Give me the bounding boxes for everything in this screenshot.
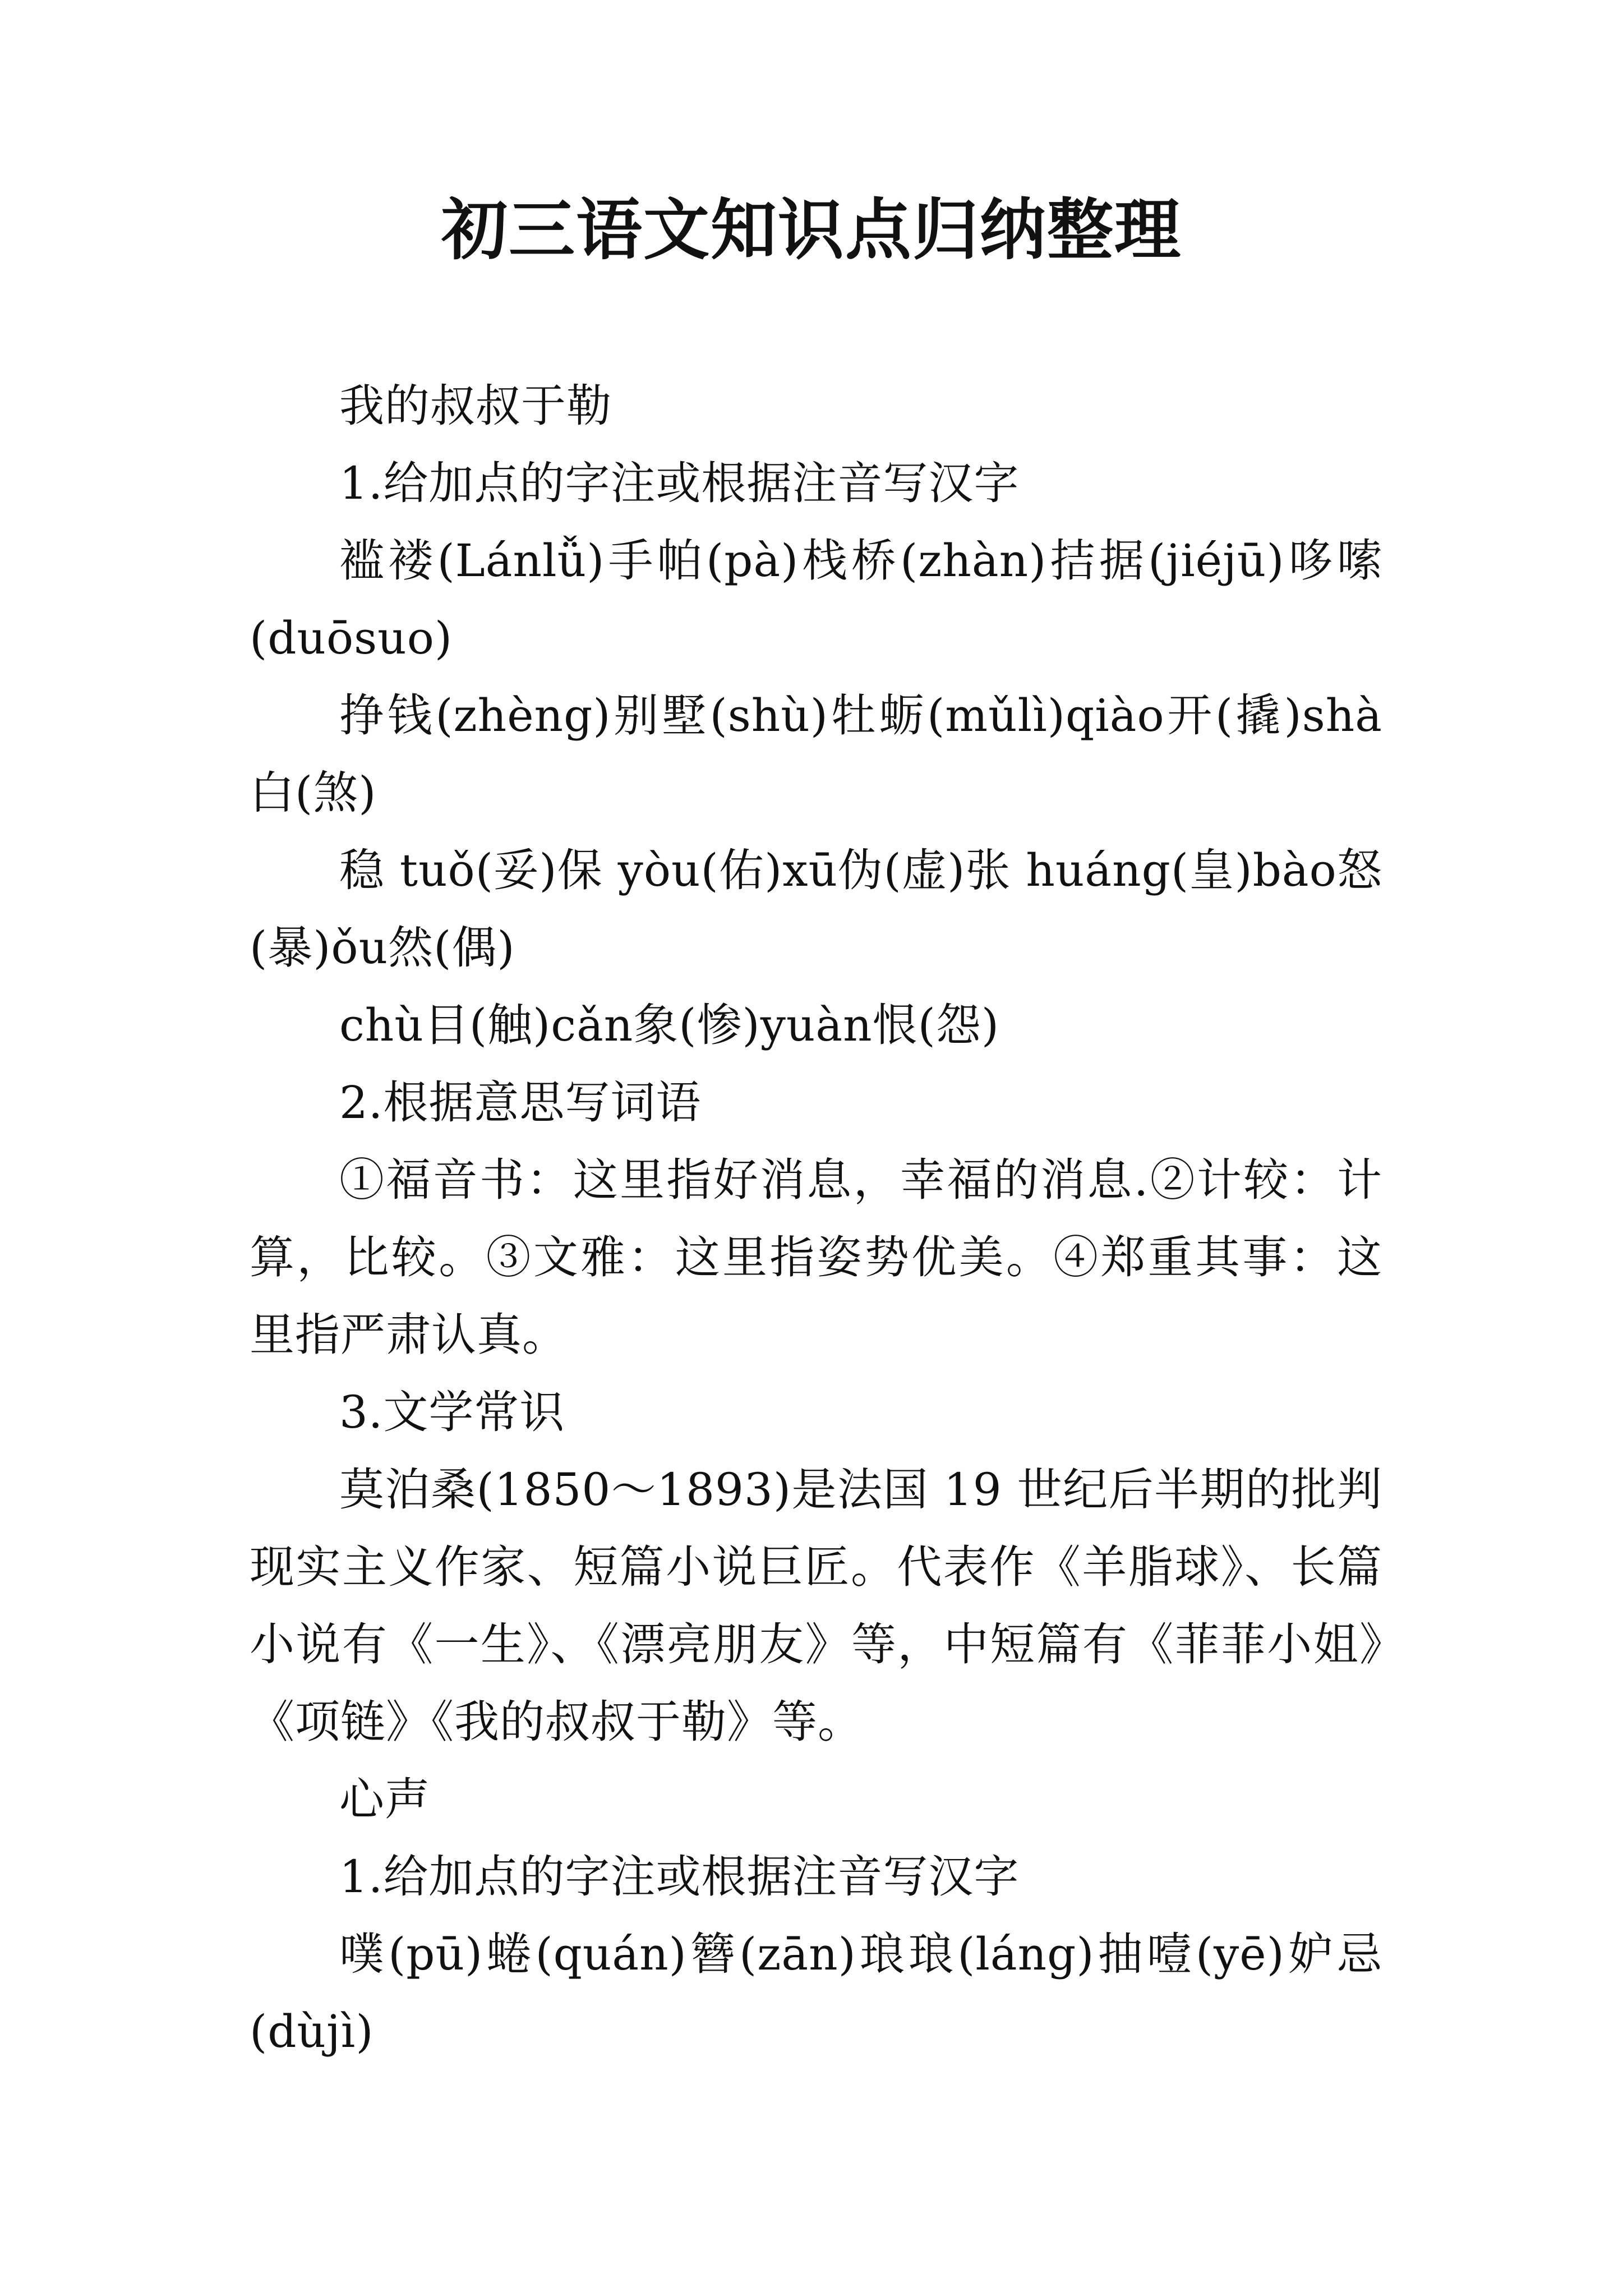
pinyin-paragraph: 噗(pū)蜷(quán)簪(zān)琅琅(láng)抽噎(yē)妒忌(dùjì) — [250, 1928, 1382, 2058]
section-heading: 心声 — [339, 1773, 430, 1825]
question-heading: 2.根据意思写词语 — [339, 1076, 702, 1129]
pinyin-paragraph: 稳 tuǒ(妥)保 yòu(佑)xū伪(虚)张 huáng(皇)bào怒(暴)ǒu然(偶) — [250, 844, 1382, 974]
pinyin-paragraph: chù目(触)cǎn象(惨)yuàn恨(怨) — [339, 999, 1000, 1051]
question-heading: 1.给加点的字注或根据注音写汉字 — [339, 457, 1020, 509]
document-title: 初三语文知识点归纳整理 — [441, 191, 1182, 269]
pinyin-paragraph: 褴褛(Lánlǚ)手帕(pà)栈桥(zhàn)拮据(jiéjū)哆嗦(duōsuo) — [250, 535, 1382, 664]
question-heading: 1.给加点的字注或根据注音写汉字 — [339, 1851, 1020, 1903]
question-heading: 3.文学常识 — [339, 1386, 565, 1438]
literature-paragraph: 莫泊桑(1850～1893)是法国 19 世纪后半期的批判现实主义作家、短篇小说巨匠。代表作《羊脂球》、长篇小说有《一生》、《漂亮朋友》等，中短篇有《菲菲小姐》《项链》《我的叔叔于勒》等。 — [250, 1464, 1382, 1748]
pinyin-paragraph: 挣钱(zhèng)别墅(shù)牡蛎(mǔlì)qiào开(撬)shà白(煞) — [250, 689, 1382, 819]
document-body — [250, 367, 1382, 2070]
definition-paragraph: ①福音书：这里指好消息，幸福的消息.②计较：计算，比较。③文雅：这里指姿势优美。④郑重其事：这里指严肃认真。 — [250, 1154, 1382, 1361]
section-heading: 我的叔叔于勒 — [339, 380, 612, 432]
